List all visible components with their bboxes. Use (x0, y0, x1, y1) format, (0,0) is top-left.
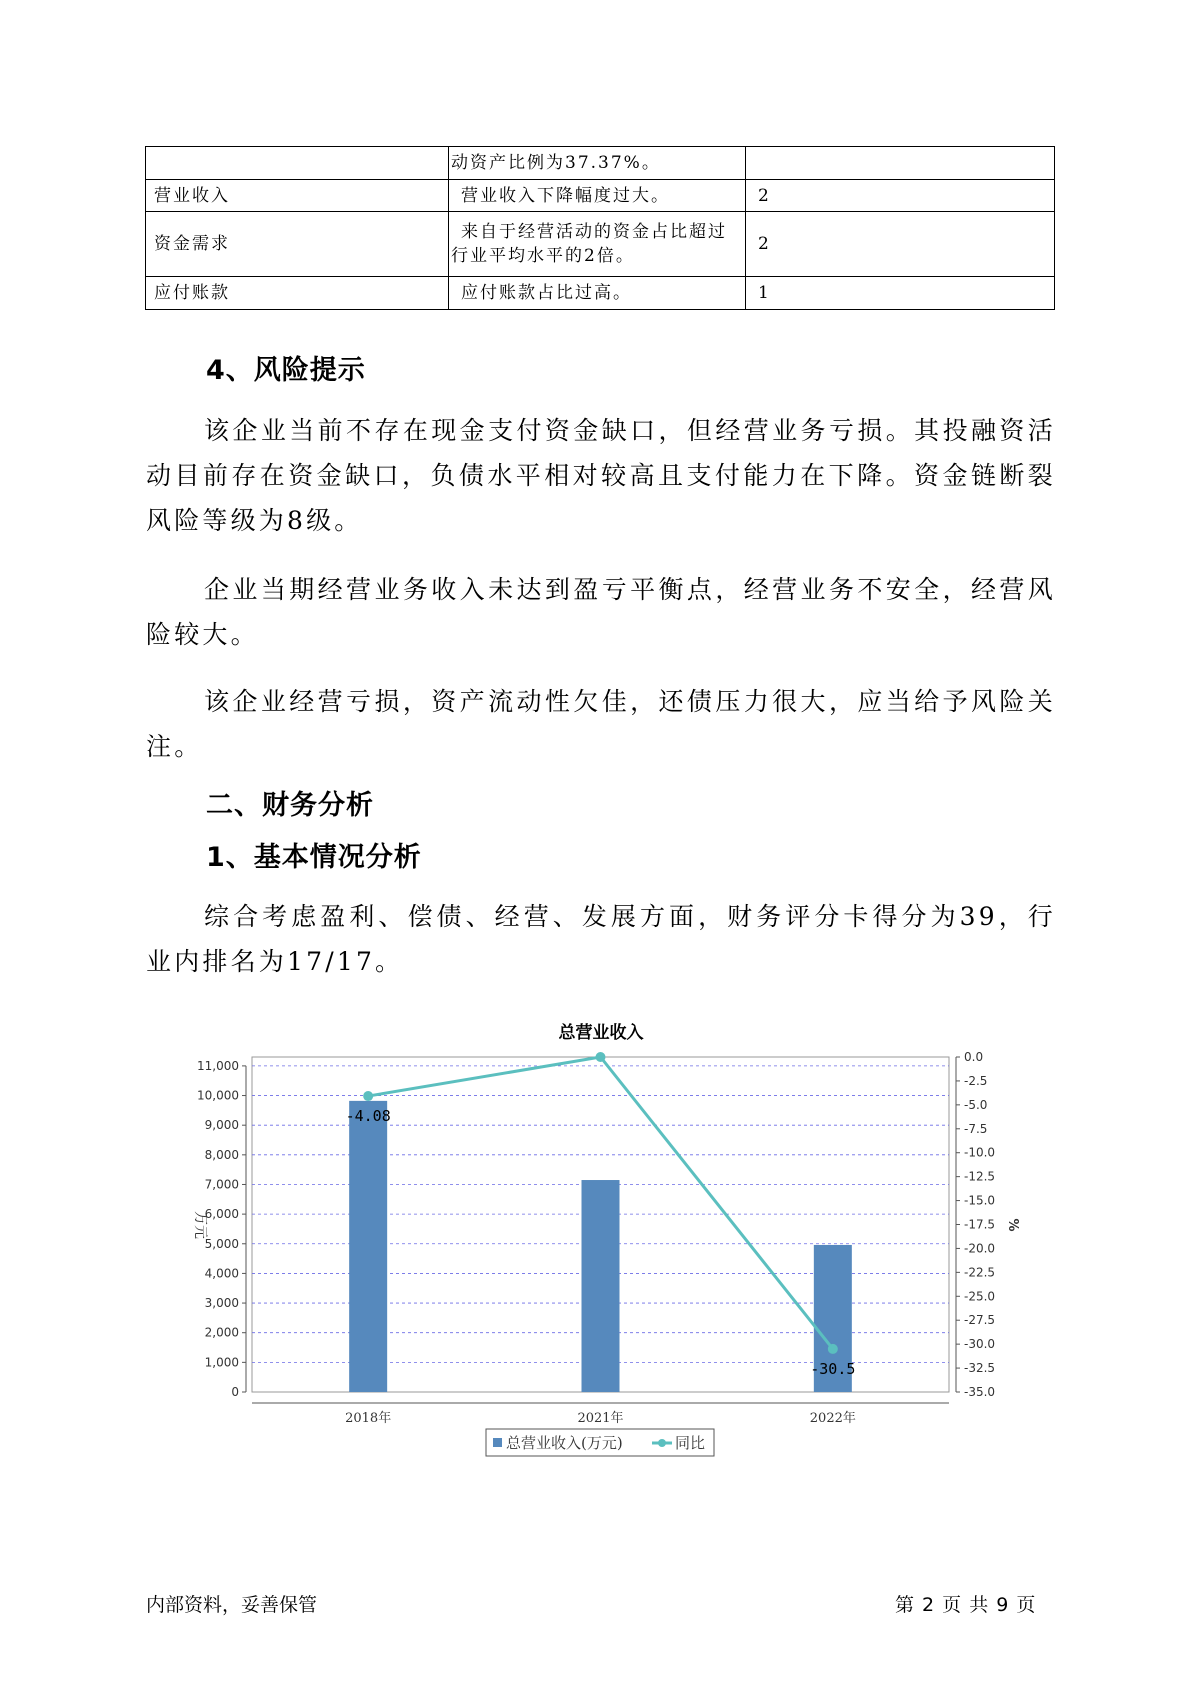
line-point (828, 1344, 838, 1354)
y-tick-label-right: -35.0 (964, 1385, 996, 1399)
page-number: 第 2 页 共 9 页 (895, 1594, 1037, 1616)
y-tick-label-left: 0 (231, 1385, 239, 1399)
table-cell-desc (449, 277, 746, 310)
x-tick-label: 2018年 (345, 1411, 392, 1426)
table-cell-score: 2 (746, 180, 1055, 212)
y-tick-label-right: -30.0 (964, 1337, 996, 1352)
table-cell-desc (449, 212, 746, 277)
y-axis-label-left: 万元 (192, 1211, 208, 1239)
y-tick-label-left: 7,000 (204, 1177, 239, 1192)
sub-heading-basic: 1、基本情况分析 (206, 842, 422, 873)
y-tick-label-left: 5,000 (204, 1236, 239, 1251)
desc-line: 应付账款占比过高。 (461, 283, 632, 303)
section-heading-financial: 二、财务分析 (206, 790, 374, 821)
y-axis-label-right: % (1005, 1218, 1020, 1232)
table-row (146, 212, 1055, 277)
y-tick-label-right: -20.0 (964, 1241, 996, 1256)
table-cell-item: 营业收入 (146, 180, 449, 212)
x-tick-label: 2021年 (577, 1411, 624, 1426)
table-cell-item: 资金需求 (146, 212, 449, 277)
y-tick-label-right: -22.5 (964, 1265, 996, 1280)
y-tick-label-left: 10,000 (197, 1088, 239, 1103)
y-tick-label-left: 9,000 (204, 1118, 239, 1133)
table-cell-score (746, 147, 1055, 180)
table-cell-score: 1 (746, 277, 1055, 310)
desc-line: 动资产比例为37.37%。 (451, 153, 661, 173)
y-axis-right (956, 1050, 995, 1399)
table-cell-score: 2 (746, 212, 1055, 277)
desc-line: 行业平均水平的2倍。 (451, 246, 635, 266)
bar (349, 1101, 387, 1392)
y-tick-label-left: 3,000 (204, 1296, 239, 1311)
y-tick-label-right: -27.5 (964, 1313, 996, 1328)
chart-title: 总营业收入 (558, 1023, 644, 1043)
legend (486, 1429, 714, 1456)
y-tick-label-left: 8,000 (204, 1147, 239, 1162)
desc-line: 来自于经营活动的资金占比超过 (461, 222, 727, 242)
table-row (146, 147, 1055, 180)
y-tick-label-right: -10.0 (964, 1145, 996, 1160)
risk-paragraph: 企业当期经营业务收入未达到盈亏平衡点，经营业务不安全，经营风险较大。 (146, 575, 1056, 649)
table-row (146, 180, 1055, 212)
legend-line-label: 同比 (675, 1434, 706, 1452)
desc-line: 营业收入下降幅度过大。 (461, 185, 670, 206)
x-tick-label: 2022年 (809, 1411, 856, 1426)
y-tick-label-left: 1,000 (204, 1355, 239, 1370)
legend-line-marker (658, 1439, 666, 1447)
line-point (596, 1052, 606, 1062)
y-tick-label-right: -5.0 (964, 1097, 988, 1112)
legend-bar-swatch (493, 1438, 502, 1447)
footer-note: 内部资料，妥善保管 (146, 1594, 318, 1616)
section-heading-risk: 4、风险提示 (206, 355, 366, 386)
y-tick-label-left: 11,000 (197, 1058, 239, 1073)
basic-paragraph: 综合考虑盈利、偿债、经营、发展方面，财务评分卡得分为39，行业内排名为17/17。 (146, 902, 1056, 976)
y-tick-label-left: 4,000 (204, 1266, 239, 1281)
y-tick-label-right: -2.5 (964, 1073, 988, 1088)
data-label: -4.08 (345, 1107, 391, 1126)
line-point (363, 1091, 373, 1101)
y-tick-label-right: 0.0 (964, 1050, 984, 1064)
y-tick-label-right: -32.5 (964, 1361, 996, 1376)
table-row (146, 277, 1055, 310)
table-cell-item: 应付账款 (146, 277, 449, 310)
y-tick-label-right: -17.5 (964, 1217, 996, 1232)
risk-table (145, 146, 1055, 310)
y-tick-label-right: -15.0 (964, 1193, 996, 1208)
bar (582, 1180, 620, 1392)
table-cell-desc (449, 147, 746, 180)
y-tick-label-left: 6,000 (204, 1207, 239, 1222)
data-label: -30.5 (810, 1359, 856, 1378)
risk-paragraph: 该企业当前不存在现金支付资金缺口，但经营业务亏损。其投融资活动目前存在资金缺口，负债水平相对较高且支付能力在下降。资金链断裂风险等级为8级。 (146, 416, 1056, 535)
y-tick-label-right: -12.5 (964, 1169, 996, 1184)
table-cell-item (146, 147, 449, 180)
y-tick-label-right: -7.5 (964, 1121, 988, 1136)
table-cell-desc (449, 180, 746, 212)
y-tick-label-right: -25.0 (964, 1289, 996, 1304)
y-tick-label-left: 2,000 (204, 1325, 239, 1340)
legend-bar-label: 总营业收入(万元) (506, 1434, 623, 1452)
risk-paragraph: 该企业经营亏损，资产流动性欠佳，还债压力很大，应当给予风险关注。 (146, 687, 1056, 761)
revenue-chart (180, 1005, 1030, 1470)
x-axis (252, 1403, 949, 1426)
